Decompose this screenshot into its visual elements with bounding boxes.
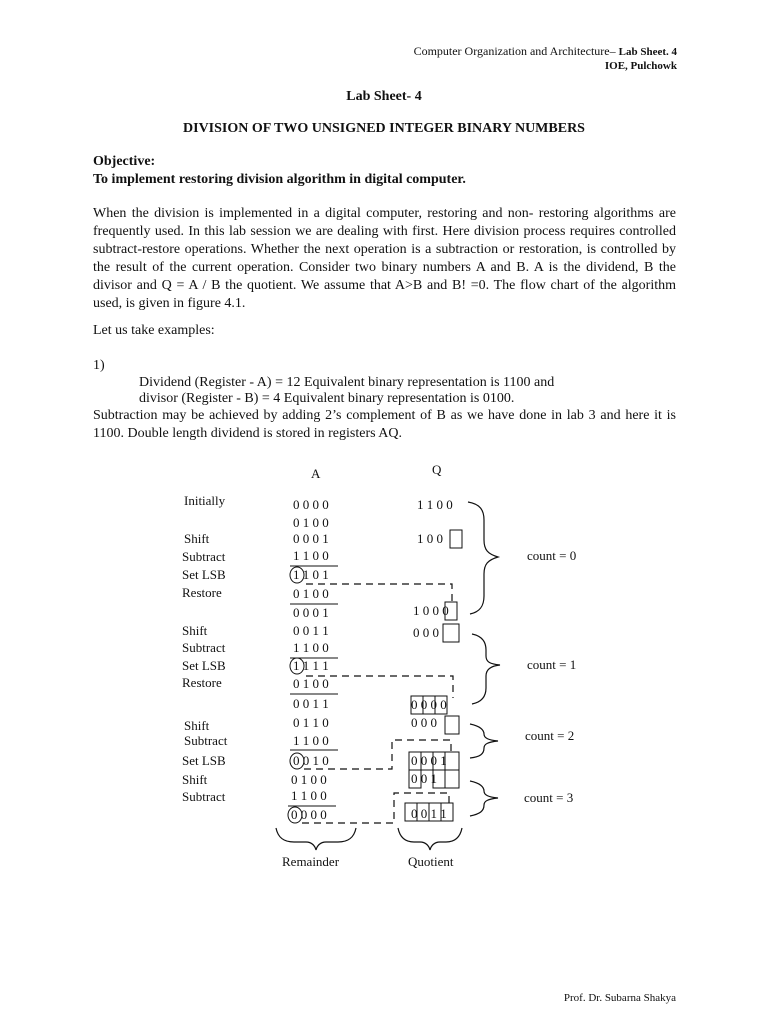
- page-title: Lab Sheet- 4: [346, 89, 422, 104]
- a-value: 1 1 0 0: [293, 733, 329, 748]
- column-q-label: Q: [432, 462, 442, 477]
- objective-text: To implement restoring division algorithm in digital computer.: [93, 172, 466, 187]
- intro-paragraph: When the division is implemented in a digital computer, restoring and non- restoring algorithms are frequently used. In this lab session we are dealing with first. Here division process requires controlled subtract-restore operations. Whether the next operation is a subtraction or restoration, is controlled by the result of the current operation. Consider two binary numbers A and B. A is the dividend, B the divisor and Q = A / B the quotient. We assume that A>B and B! =0. The flow chart of the algorithm used, is given in figure 4.1.: [93, 206, 676, 311]
- step-label: Subtract: [182, 789, 226, 804]
- a-value: 0 1 0 0: [293, 586, 329, 601]
- objective-heading: Objective:: [93, 154, 156, 169]
- remainder-label: Remainder: [282, 854, 340, 869]
- header-sheet: Lab Sheet. 4: [618, 46, 677, 58]
- step-label: Initially: [184, 493, 226, 508]
- a-value: 0 0 0 0: [291, 807, 327, 822]
- step-label: Set LSB: [182, 567, 226, 582]
- step-label: Shift: [182, 623, 208, 638]
- count-label: count = 1: [527, 657, 577, 672]
- bottom-braces: [276, 828, 462, 850]
- step-label: Subtract: [184, 733, 228, 748]
- count-label: count = 2: [525, 728, 575, 743]
- column-a-label: A: [311, 466, 321, 481]
- header-course-name: Computer Organization and Architecture–: [413, 44, 616, 58]
- q-value: 0 0 0 0: [411, 697, 447, 712]
- step-label: Shift: [184, 531, 210, 546]
- dividend-line: Dividend (Register - A) = 12 Equivalent binary representation is 1100 and: [139, 375, 555, 390]
- step-label: Set LSB: [182, 753, 226, 768]
- a-value: 1 1 1 1: [293, 658, 329, 673]
- q-value: 0 0 0 1: [411, 753, 447, 768]
- q-value: 1 1 0 0: [417, 497, 453, 512]
- step-label: Restore: [182, 585, 222, 600]
- a-value: 1 1 0 0: [293, 548, 329, 563]
- divisor-line: divisor (Register - B) = 4 Equivalent binary representation is 0100.: [139, 391, 515, 406]
- count-label: count = 0: [527, 548, 577, 563]
- a-value: 0 0 0 1: [293, 531, 329, 546]
- quotient-label: Quotient: [408, 854, 454, 869]
- a-value: 0 0 1 0: [293, 753, 329, 768]
- a-value: 0 0 0 1: [293, 605, 329, 620]
- q-value: 1 0 0 0: [413, 603, 449, 618]
- step-label: Subtract: [182, 549, 226, 564]
- a-value: 1 1 0 0: [293, 640, 329, 655]
- step-label: Set LSB: [182, 658, 226, 673]
- a-value: 1 1 0 0: [291, 788, 327, 803]
- step-label: Restore: [182, 675, 222, 690]
- q-value: 1 0 0: [417, 531, 443, 546]
- a-value: 0 1 0 0: [293, 676, 329, 691]
- a-value: 1 1 0 1: [293, 567, 329, 582]
- a-value: 0 0 1 1: [293, 623, 329, 638]
- a-value: 0 1 1 0: [293, 715, 329, 730]
- a-value: 0 0 1 1: [293, 696, 329, 711]
- step-label: Shift: [184, 718, 210, 733]
- subtraction-note: Subtraction may be achieved by adding 2’s complement of B as we have done in lab 3 and here it is 1100. Double length dividend is stored in registers AQ.: [93, 408, 676, 441]
- header-institute: IOE, Pulchowk: [604, 60, 677, 72]
- q-value: 0 0 1 1: [411, 806, 447, 821]
- count-label: count = 3: [524, 790, 574, 805]
- page-subtitle: DIVISION OF TWO UNSIGNED INTEGER BINARY NUMBERS: [183, 121, 585, 136]
- footer-author: Prof. Dr. Subarna Shakya: [563, 992, 676, 1004]
- cycle-braces: [468, 502, 500, 816]
- step-label: Subtract: [182, 640, 226, 655]
- example-number: 1): [93, 358, 105, 373]
- q-value: 0 0 0: [413, 625, 439, 640]
- a-value: 0 0 0 0: [293, 497, 329, 512]
- q-value: 0 0 0: [411, 715, 437, 730]
- a-value: 0 1 0 0: [291, 772, 327, 787]
- examples-intro: Let us take examples:: [93, 323, 215, 338]
- a-value: 0 1 0 0: [293, 515, 329, 530]
- step-label: Shift: [182, 772, 208, 787]
- q-value: 0 0 1: [411, 771, 437, 786]
